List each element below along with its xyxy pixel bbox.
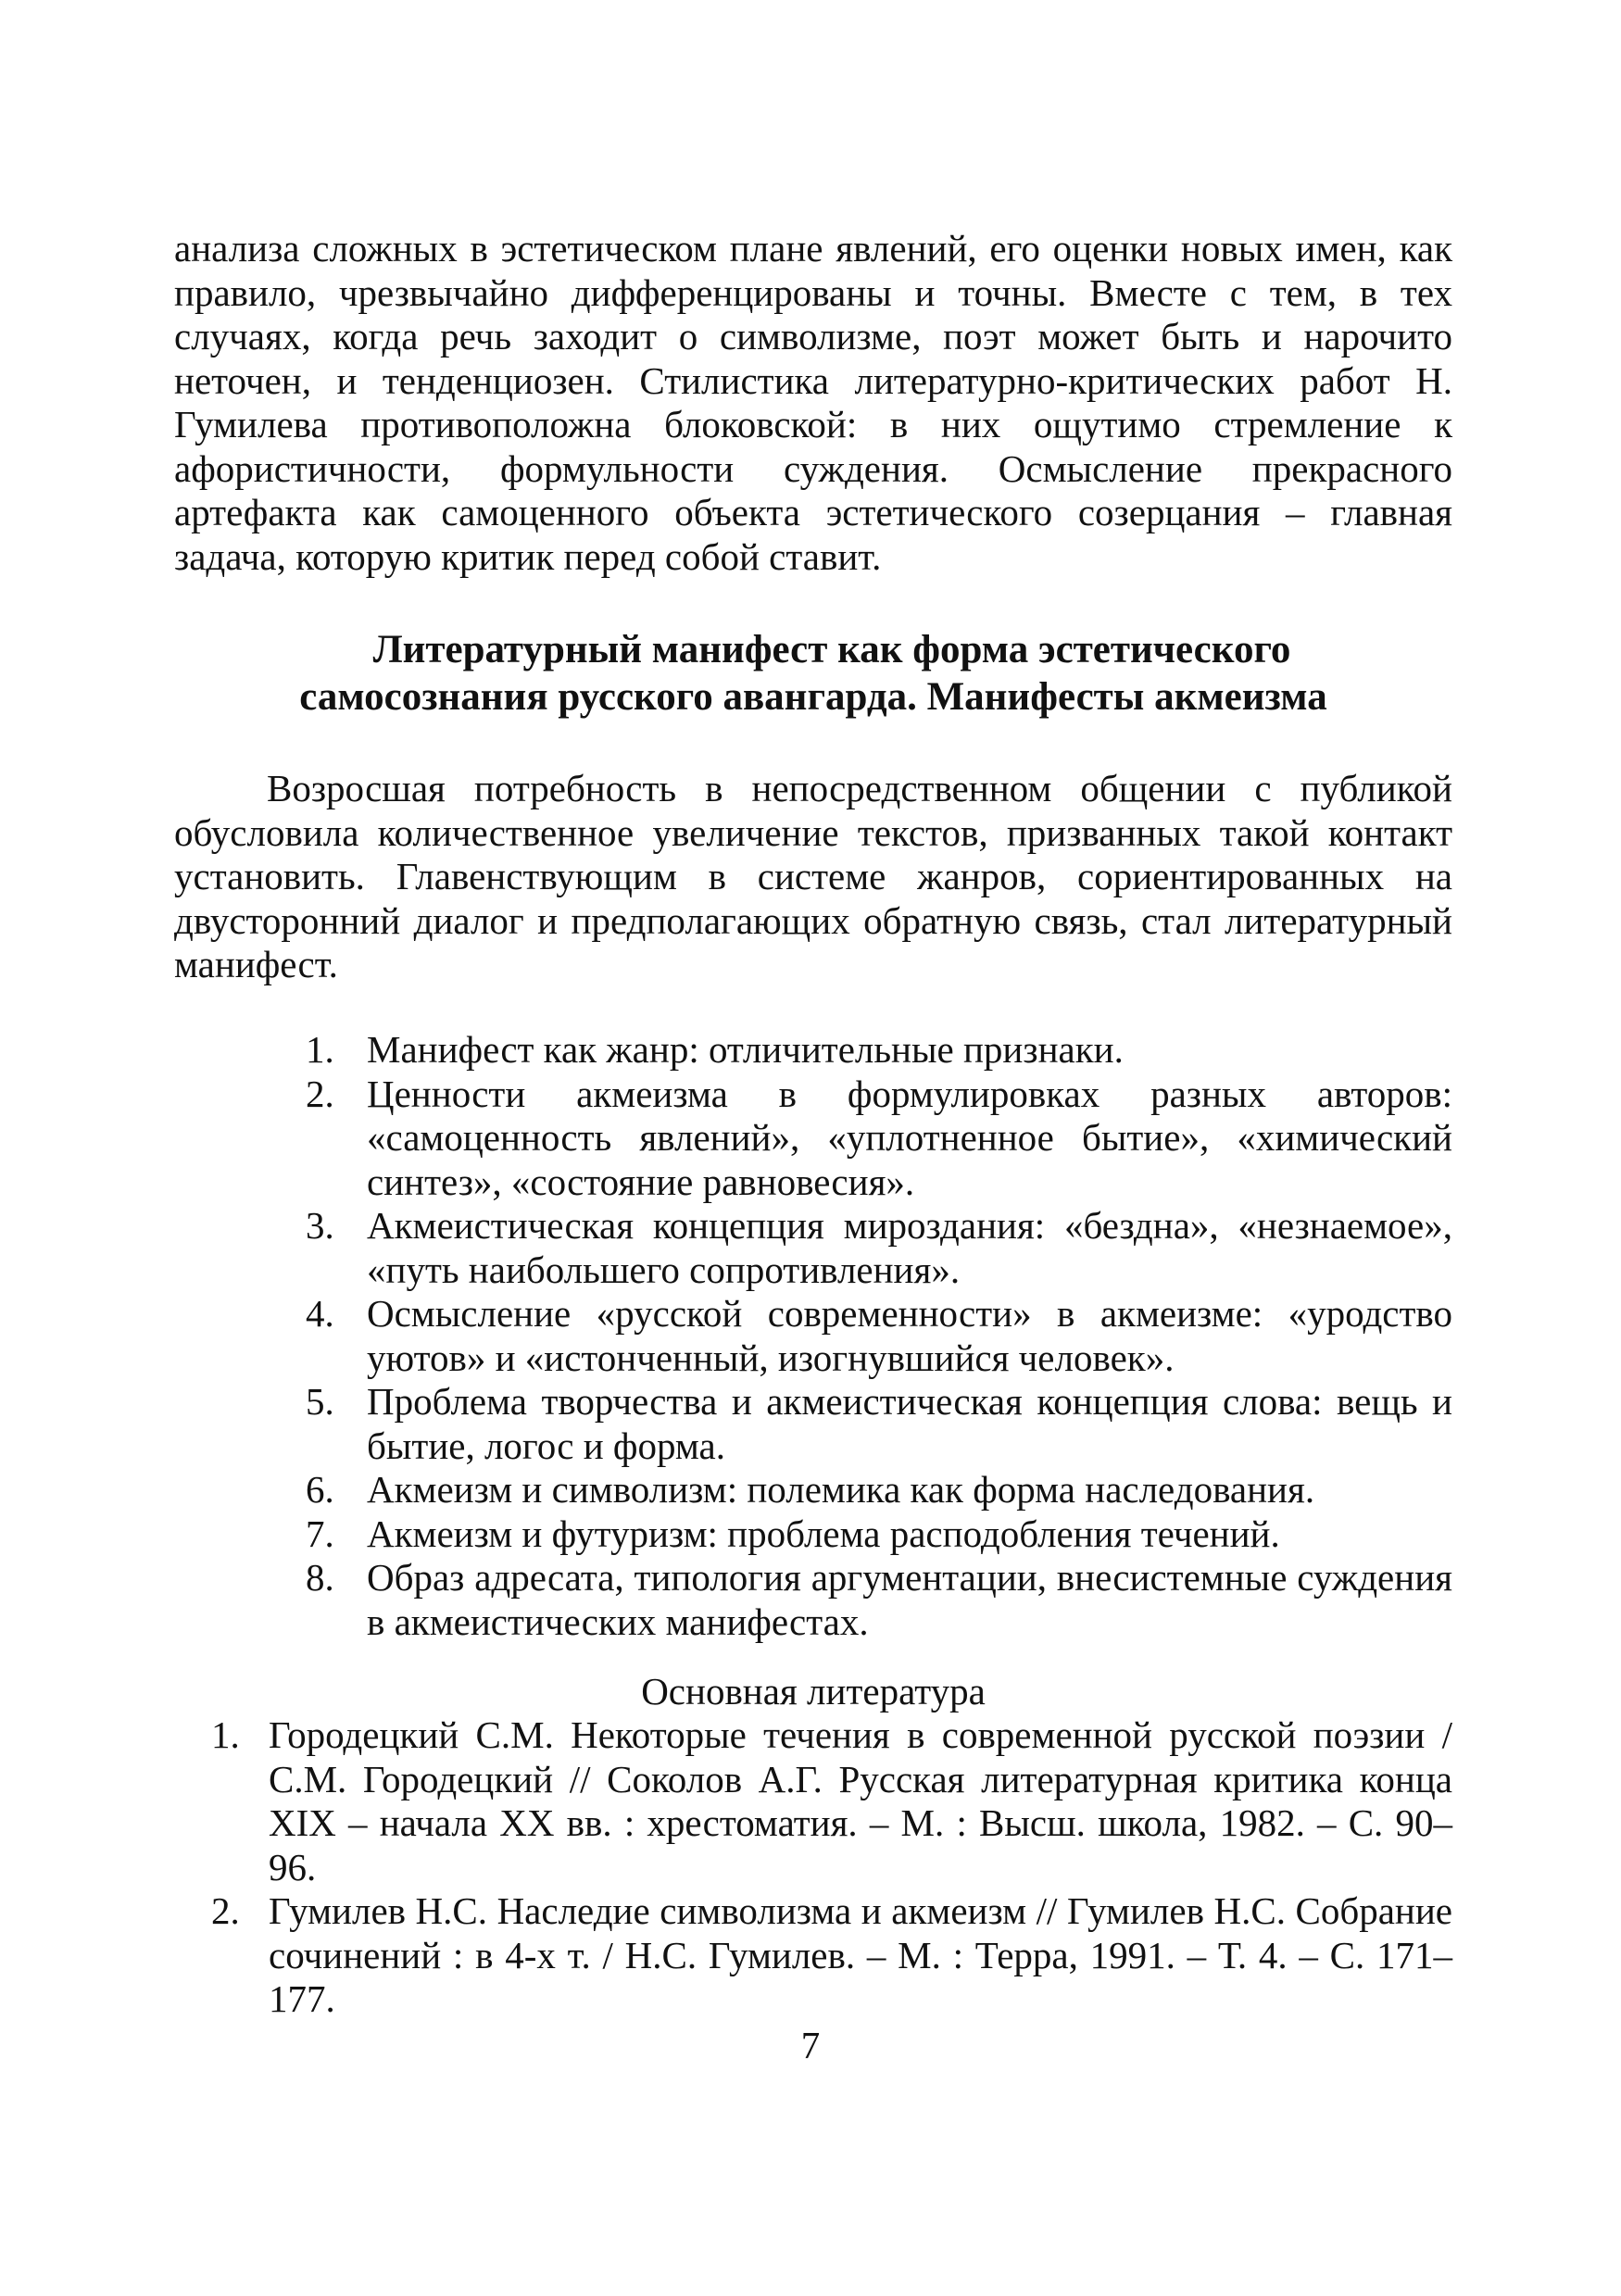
topic-number: 4. xyxy=(306,1292,334,1335)
topic-text: Акмеистическая концепция мироздания: «бездна», «незнаемое», «путь наибольшего сопротивления». xyxy=(367,1204,1452,1291)
topic-number: 1. xyxy=(306,1028,334,1071)
topic-item xyxy=(306,1028,1452,1073)
topic-text: Проблема творчества и акмеистическая концепция слова: вещь и бытие, логос и форма. xyxy=(367,1380,1452,1467)
topic-text: Образ адресата, типология аргументации, внесистемные суждения в акмеистических манифестах. xyxy=(367,1556,1452,1643)
topic-number: 7. xyxy=(306,1512,334,1555)
topic-text: Акмеизм и символизм: полемика как форма наследования. xyxy=(367,1468,1315,1511)
section-title xyxy=(174,626,1452,721)
topic-number: 3. xyxy=(306,1204,334,1247)
literature-heading: Основная литература xyxy=(641,1670,986,1713)
topic-item xyxy=(306,1204,1452,1292)
topic-item xyxy=(306,1512,1452,1557)
topic-number: 8. xyxy=(306,1556,334,1599)
literature-list xyxy=(211,1713,1452,2022)
literature-item xyxy=(211,1889,1452,2022)
section-title-line-2: самосознания русского авангарда. Манифесты акмеизма xyxy=(299,675,1327,719)
topic-item xyxy=(306,1468,1452,1512)
literature-number: 1. xyxy=(211,1713,240,1756)
section-title-line-1: Литературный манифест как форма эстетического xyxy=(372,628,1291,671)
topic-item xyxy=(306,1380,1452,1468)
topic-number: 5. xyxy=(306,1380,334,1423)
topic-text: Ценности акмеизма в формулировках разных авторов: «самоценность явлений», «уплотненное бытие», «химический синтез», «состояние равновесия». xyxy=(367,1072,1452,1203)
topic-text: Акмеизм и футуризм: проблема расподобления течений. xyxy=(367,1512,1280,1555)
topic-item xyxy=(306,1292,1452,1380)
topic-item xyxy=(306,1556,1452,1644)
literature-text: Гумилев Н.С. Наследие символизма и акмеизм // Гумилев Н.С. Собрание сочинений : в 4-х т. / Н.С. Гумилев. – М. : Терра, 1991. – Т. 4. – С. 171–177. xyxy=(269,1889,1452,2020)
literature-number: 2. xyxy=(211,1889,240,1932)
intro-paragraph: анализа сложных в эстетическом плане явлений, его оценки новых имен, как правило, чрезвычайно дифференцированы и точны. Вместе с тем, в тех случаях, когда речь заходит о символизме, поэт может быть и нарочито неточен, и тенденциозен. Стилистика литературно-критических работ Н. Гумилева противоположна блоковской: в них ощутимо стремление к афористичности, формульности суждения. Осмысление прекрасного артефакта как самоценного объекта эстетического созерцания – главная задача, которую критик перед собой ставит. xyxy=(174,227,1452,578)
page-number: 7 xyxy=(800,2024,821,2066)
topic-item xyxy=(306,1073,1452,1205)
literature-item xyxy=(211,1713,1452,1889)
section-paragraph: Возросшая потребность в непосредственном общении с публикой обусловила количественное увеличение текстов, призванных такой контакт установить. Главенствующим в системе жанров, сориентированных на двусторонний диалог и предполагающих обратную связь, стал литературный манифест. xyxy=(174,767,1452,985)
topic-number: 6. xyxy=(306,1468,334,1511)
topic-text: Манифест как жанр: отличительные признаки. xyxy=(367,1028,1124,1071)
topic-text: Осмысление «русской современности» в акмеизме: «уродство уютов» и «истонченный, изогнувшийся человек». xyxy=(367,1292,1452,1379)
topic-number: 2. xyxy=(306,1072,334,1115)
literature-text: Городецкий С.М. Некоторые течения в современной русской поэзии / С.М. Городецкий // Соколов А.Г. Русская литературная критика конца XIX – начала XX вв. : хрестоматия. – М. : Высш. школа, 1982. – С. 90–96. xyxy=(269,1713,1452,1888)
topics-list xyxy=(306,1028,1452,1644)
